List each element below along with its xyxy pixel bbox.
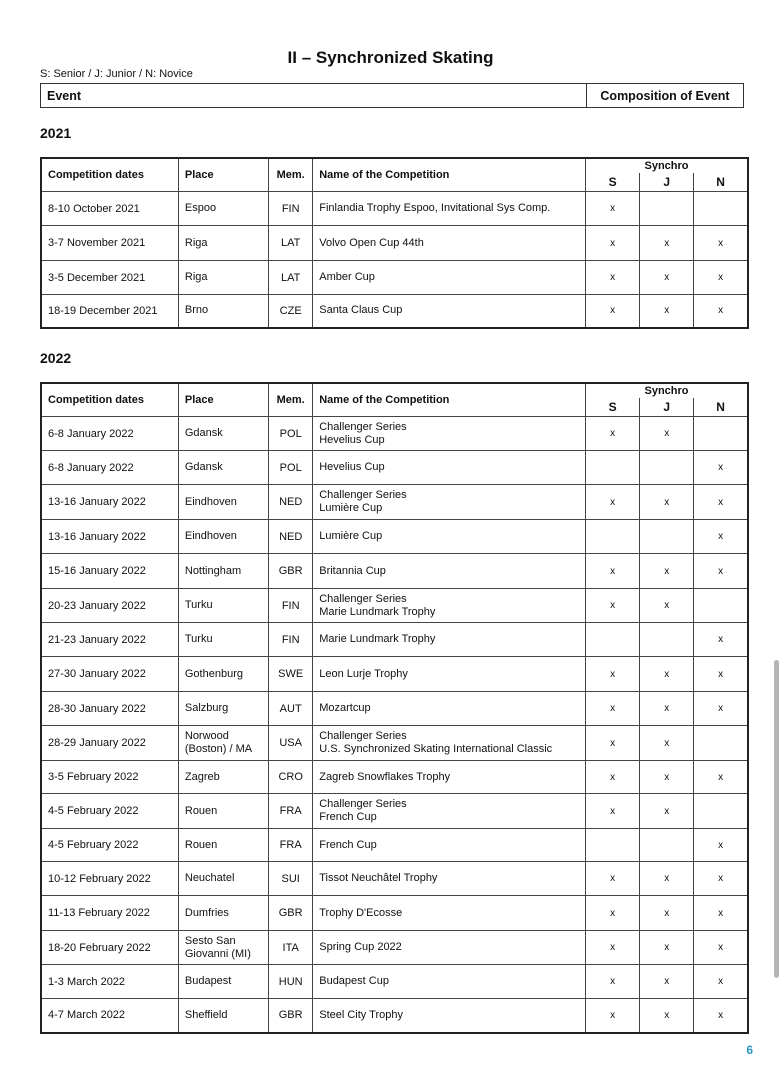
competition-name [313,417,586,451]
competition-name [313,862,586,896]
competition-name-line: Amber Cup [319,271,375,283]
table-row [41,451,748,485]
senior-mark: x [586,589,640,623]
competition-name-line: U.S. Synchronized Skating International Classic [319,743,553,755]
header-synchro: Synchro [586,158,749,173]
competition-place: Riga [178,226,268,261]
header-synchro: Synchro [586,383,749,398]
competition-place: Budapest [178,965,268,999]
junior-mark [640,192,694,226]
table-row [41,623,748,657]
novice-mark: x [694,485,748,520]
table-row [41,485,748,520]
table-row [41,226,748,261]
table-row [41,999,748,1033]
header-senior: S [586,173,640,192]
competition-place: Turku [178,623,268,657]
novice-mark [694,726,748,761]
junior-mark: x [640,761,694,794]
junior-mark: x [640,794,694,829]
table-row [41,794,748,829]
member-code: HUN [269,965,313,999]
competition-name-line: Mozartcup [319,702,371,714]
junior-mark: x [640,485,694,520]
competition-dates: 28-29 January 2022 [41,726,178,761]
senior-mark: x [586,726,640,761]
senior-mark: x [586,657,640,692]
header-competition-dates: Competition dates [41,158,178,192]
member-code: POL [269,451,313,485]
competition-name-line: Budapest Cup [319,975,389,987]
competition-name-line: Challenger Series [319,592,407,605]
competition-place: Sheffield [178,999,268,1033]
competition-name-line: Steel City Trophy [319,1008,403,1021]
competition-place: Nottingham [178,554,268,589]
table-row [41,520,748,554]
novice-mark [694,794,748,829]
competition-name [313,261,586,295]
table-row [41,726,748,761]
competition-name [313,761,586,794]
novice-mark: x [694,657,748,692]
competition-name-line: French Cup [319,838,377,851]
member-code: ITA [269,931,313,965]
table-row [41,192,748,226]
scrollbar[interactable] [774,660,779,978]
composition-label: Composition of Event [586,84,743,107]
senior-mark: x [586,261,640,295]
competition-name [313,896,586,931]
junior-mark [640,451,694,485]
competition-name-line: Zagreb Snowflakes Trophy [319,770,451,783]
junior-mark: x [640,417,694,451]
novice-mark [694,417,748,451]
member-code: AUT [269,692,313,726]
header-junior: J [640,173,694,192]
competition-place: Gdansk [178,417,268,451]
table-row [41,896,748,931]
header-place: Place [178,383,268,417]
junior-mark: x [640,554,694,589]
competition-name-line: Hevelius Cup [319,461,385,473]
senior-mark [586,623,640,657]
level-legend: S: Senior / J: Junior / N: Novice [40,68,193,80]
member-code: LAT [269,261,313,295]
senior-mark: x [586,794,640,829]
senior-mark: x [586,931,640,965]
competition-name [313,589,586,623]
junior-mark: x [640,692,694,726]
novice-mark: x [694,295,748,328]
page-number: 6 [746,1043,753,1057]
junior-mark: x [640,965,694,999]
competition-name-line: Lumière Cup [319,530,383,542]
senior-mark [586,451,640,485]
competition-dates: 28-30 January 2022 [41,692,178,726]
member-code: NED [269,520,313,554]
senior-mark: x [586,295,640,328]
novice-mark: x [694,931,748,965]
header-novice: N [694,173,748,192]
novice-mark: x [694,623,748,657]
competition-name [313,931,586,965]
competition-name-line: Santa Claus Cup [319,304,403,317]
header-novice: N [694,398,748,417]
competition-dates: 3-5 December 2021 [41,261,178,295]
senior-mark: x [586,896,640,931]
competition-name-line: Marie Lundmark Trophy [319,605,436,618]
competition-dates: 1-3 March 2022 [41,965,178,999]
competition-name-line: Lumière Cup [319,502,383,514]
competition-place: Dumfries [178,896,268,931]
novice-mark: x [694,829,748,862]
member-code: LAT [269,226,313,261]
competition-place: Gdansk [178,451,268,485]
year-heading-2021: 2021 [40,125,72,141]
competition-name [313,726,586,761]
competition-place: Riga [178,261,268,295]
table-row [41,554,748,589]
novice-mark: x [694,999,748,1033]
competition-name [313,829,586,862]
competition-dates: 18-19 December 2021 [41,295,178,328]
member-code: CRO [269,761,313,794]
novice-mark [694,192,748,226]
competition-name [313,657,586,692]
table-row [41,829,748,862]
senior-mark: x [586,485,640,520]
header-senior: S [586,398,640,417]
member-code: CZE [269,295,313,328]
header-competition-name: Name of the Competition [313,383,586,417]
competition-name [313,192,586,226]
junior-mark [640,829,694,862]
novice-mark: x [694,965,748,999]
competition-name-line: Spring Cup 2022 [319,941,402,953]
competition-place: Rouen [178,794,268,829]
competition-name [313,692,586,726]
competition-place: Brno [178,295,268,328]
competition-place: Gothenburg [178,657,268,692]
novice-mark: x [694,862,748,896]
member-code: FIN [269,589,313,623]
competition-name-line: Trophy D'Ecosse [319,906,403,919]
competition-name [313,485,586,520]
table-row [41,692,748,726]
member-code: GBR [269,896,313,931]
competition-dates: 21-23 January 2022 [41,623,178,657]
competition-place: Eindhoven [178,520,268,554]
member-code: FIN [269,623,313,657]
event-header-box [40,83,744,108]
header-member: Mem. [269,383,313,417]
competition-name-line: Finlandia Trophy Espoo, Invitational Sys Comp. [319,202,551,214]
competition-name-line: Challenger Series [319,798,407,810]
senior-mark: x [586,226,640,261]
member-code: GBR [269,554,313,589]
competition-name [313,451,586,485]
competition-dates: 18-20 February 2022 [41,931,178,965]
member-code: USA [269,726,313,761]
senior-mark: x [586,965,640,999]
competition-dates: 3-7 November 2021 [41,226,178,261]
competition-dates: 4-7 March 2022 [41,999,178,1033]
member-code: SWE [269,657,313,692]
competition-dates: 13-16 January 2022 [41,520,178,554]
senior-mark: x [586,692,640,726]
member-code: NED [269,485,313,520]
member-code: FIN [269,192,313,226]
competition-dates: 10-12 February 2022 [41,862,178,896]
competition-dates: 20-23 January 2022 [41,589,178,623]
competition-dates: 11-13 February 2022 [41,896,178,931]
table-row [41,589,748,623]
member-code: FRA [269,794,313,829]
competition-place: Neuchatel [178,862,268,896]
competition-dates: 15-16 January 2022 [41,554,178,589]
junior-mark [640,623,694,657]
junior-mark: x [640,226,694,261]
competition-name-line: Challenger Series [319,489,407,501]
competition-name [313,965,586,999]
competition-dates: 4-5 February 2022 [41,794,178,829]
junior-mark: x [640,999,694,1033]
junior-mark: x [640,261,694,295]
competition-dates: 8-10 October 2021 [41,192,178,226]
table-row [41,761,748,794]
competition-place: Norwood (Boston) / MA [178,726,268,761]
header-member: Mem. [269,158,313,192]
competition-place: Zagreb [178,761,268,794]
senior-mark [586,829,640,862]
competition-place: Rouen [178,829,268,862]
competition-name-line: Challenger Series [319,420,407,433]
junior-mark: x [640,862,694,896]
competition-dates: 4-5 February 2022 [41,829,178,862]
novice-mark: x [694,554,748,589]
competition-name [313,794,586,829]
senior-mark: x [586,554,640,589]
novice-mark: x [694,692,748,726]
junior-mark [640,520,694,554]
competition-place: Turku [178,589,268,623]
competition-name-line: Volvo Open Cup 44th [319,236,424,249]
table-row [41,657,748,692]
member-code: FRA [269,829,313,862]
competition-name-line: Challenger Series [319,730,407,742]
event-label: Event [47,89,82,103]
competitions-table-2022 [40,382,749,1034]
competition-place: Eindhoven [178,485,268,520]
senior-mark: x [586,999,640,1033]
junior-mark: x [640,726,694,761]
table-row [41,965,748,999]
table-row [41,417,748,451]
competition-name [313,999,586,1033]
competition-name [313,554,586,589]
header-place: Place [178,158,268,192]
member-code: GBR [269,999,313,1033]
member-code: POL [269,417,313,451]
table-row [41,862,748,896]
competition-name [313,295,586,328]
junior-mark: x [640,589,694,623]
competition-name-line: Marie Lundmark Trophy [319,633,436,645]
table-row [41,295,748,328]
senior-mark: x [586,862,640,896]
year-heading-2022: 2022 [40,350,72,366]
header-junior: J [640,398,694,417]
senior-mark: x [586,417,640,451]
junior-mark: x [640,295,694,328]
page-title: II – Synchronized Skating [287,48,494,67]
competition-place: Sesto San Giovanni (MI) [178,931,268,965]
junior-mark: x [640,896,694,931]
novice-mark: x [694,896,748,931]
competition-name-line: Tissot Neuchâtel Trophy [319,872,438,884]
competition-place: Salzburg [178,692,268,726]
header-competition-name: Name of the Competition [313,158,586,192]
competition-dates: 6-8 January 2022 [41,451,178,485]
novice-mark: x [694,261,748,295]
competition-name-line: Leon Lurje Trophy [319,667,408,680]
competition-dates: 3-5 February 2022 [41,761,178,794]
novice-mark [694,589,748,623]
competition-dates: 27-30 January 2022 [41,657,178,692]
competition-dates: 6-8 January 2022 [41,417,178,451]
competition-name [313,226,586,261]
table-row [41,931,748,965]
novice-mark: x [694,226,748,261]
competition-place: Espoo [178,192,268,226]
competition-dates: 13-16 January 2022 [41,485,178,520]
competition-name-line: French Cup [319,811,377,823]
junior-mark: x [640,657,694,692]
junior-mark: x [640,931,694,965]
novice-mark: x [694,761,748,794]
novice-mark: x [694,451,748,485]
competition-name-line: Britannia Cup [319,564,386,577]
member-code: SUI [269,862,313,896]
senior-mark [586,520,640,554]
competition-name [313,623,586,657]
competition-name-line: Hevelius Cup [319,433,385,446]
competitions-table-2021 [40,157,749,329]
novice-mark: x [694,520,748,554]
senior-mark: x [586,761,640,794]
competition-name [313,520,586,554]
table-row [41,261,748,295]
header-competition-dates: Competition dates [41,383,178,417]
senior-mark: x [586,192,640,226]
